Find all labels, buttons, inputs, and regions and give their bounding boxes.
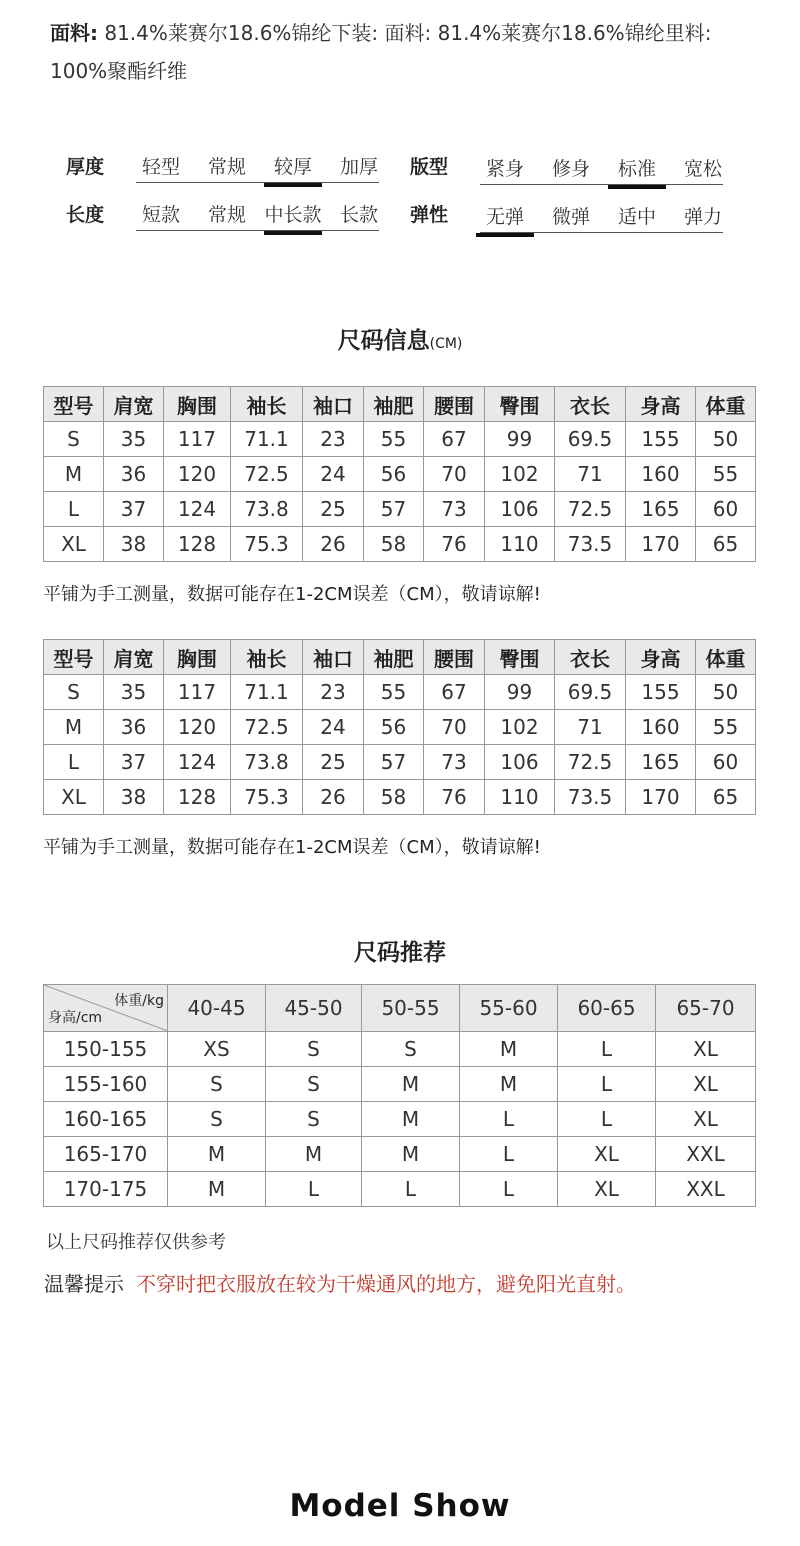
table-cell: 50 (696, 422, 756, 457)
size-cell: M (362, 1067, 460, 1102)
table-cell: 106 (485, 745, 555, 780)
table-cell: 99 (485, 422, 555, 457)
table-header-row (44, 640, 756, 675)
table-row (44, 710, 756, 745)
table-cell: 50 (696, 675, 756, 710)
fabric-text: 81.4%莱赛尔18.6%锦纶下装: 面料: 81.4%莱赛尔18.6%锦纶里料: 100%聚酯纤维 (50, 21, 712, 83)
table-cell: 36 (104, 457, 164, 492)
column-header: 体重 (696, 640, 756, 675)
corner-weight-label: 体重/kg (114, 993, 164, 1009)
table-cell: 73 (424, 745, 485, 780)
size-cell: M (168, 1137, 266, 1172)
table-row (44, 1102, 756, 1137)
size-info-title-text: 尺码信息 (337, 328, 430, 354)
size-cell: S (266, 1067, 362, 1102)
size-cell: L (558, 1067, 656, 1102)
table-row (44, 1032, 756, 1067)
table-cell: 23 (303, 675, 364, 710)
attribute-option: 加厚 (339, 156, 378, 178)
attribute-options (480, 202, 723, 233)
table-cell: 37 (104, 492, 164, 527)
table-cell: 72.5 (555, 492, 626, 527)
table-cell: L (44, 492, 104, 527)
corner-height-label: 身高/cm (48, 1010, 103, 1026)
attribute-option: 短款 (141, 204, 180, 226)
reference-note: 以上尺码推荐仅供参考 (46, 1232, 226, 1253)
column-header: 臀围 (485, 640, 555, 675)
table-cell: 99 (485, 675, 555, 710)
attribute-label: 厚度 (66, 156, 105, 178)
table-cell: 73.8 (231, 745, 303, 780)
table-cell: XL (44, 527, 104, 562)
attribute-options (136, 200, 379, 231)
attribute-option: 宽松 (683, 158, 722, 180)
table-cell: 26 (303, 780, 364, 815)
table-cell: 72.5 (231, 457, 303, 492)
size-cell: XL (558, 1137, 656, 1172)
column-header: 袖肥 (364, 387, 424, 422)
column-header: 衣长 (555, 387, 626, 422)
table-cell: 24 (303, 710, 364, 745)
table-cell: 56 (364, 710, 424, 745)
size-cell: L (362, 1172, 460, 1207)
size-cell: XXL (656, 1172, 756, 1207)
height-cell: 170-175 (44, 1172, 168, 1207)
attribute-option: 轻型 (141, 156, 180, 178)
size-cell: L (266, 1172, 362, 1207)
size-cell: L (460, 1172, 558, 1207)
size-cell: L (460, 1102, 558, 1137)
table-cell: 160 (626, 710, 696, 745)
column-header: 袖口 (303, 640, 364, 675)
table-cell: 24 (303, 457, 364, 492)
table-cell: 128 (164, 527, 231, 562)
table-cell: 73 (424, 492, 485, 527)
recommend-title: 尺码推荐 (354, 940, 446, 966)
column-header: 袖肥 (364, 640, 424, 675)
weight-header: 55-60 (460, 985, 558, 1032)
table-cell: M (44, 457, 104, 492)
table-header-row (44, 985, 756, 1032)
size-cell: XL (656, 1067, 756, 1102)
size-cell: S (362, 1032, 460, 1067)
measurement-note-2: 平铺为手工测量，数据可能存在1-2CM误差（CM），敬请谅解! (43, 837, 541, 858)
table-row (44, 1067, 756, 1102)
column-header: 体重 (696, 387, 756, 422)
column-header: 袖口 (303, 387, 364, 422)
height-cell: 150-155 (44, 1032, 168, 1067)
column-header: 型号 (44, 640, 104, 675)
table-cell: 117 (164, 675, 231, 710)
attribute-options (480, 154, 723, 185)
care-tip (44, 1268, 636, 1297)
column-header: 腰围 (424, 387, 485, 422)
table-cell: 120 (164, 710, 231, 745)
table-cell: 55 (364, 422, 424, 457)
size-cell: XXL (656, 1137, 756, 1172)
table-cell: 60 (696, 492, 756, 527)
size-cell: XL (558, 1172, 656, 1207)
size-cell: M (362, 1137, 460, 1172)
table-row (44, 1172, 756, 1207)
table-cell: 117 (164, 422, 231, 457)
table-cell: XL (44, 780, 104, 815)
column-header: 型号 (44, 387, 104, 422)
attribute-option: 修身 (551, 158, 590, 180)
table-cell: 128 (164, 780, 231, 815)
height-cell: 165-170 (44, 1137, 168, 1172)
attribute-option: 常规 (207, 156, 246, 178)
table-cell: 71 (555, 457, 626, 492)
height-cell: 160-165 (44, 1102, 168, 1137)
table-cell: 56 (364, 457, 424, 492)
table-cell: 36 (104, 710, 164, 745)
table-cell: 73.5 (555, 780, 626, 815)
corner-header (44, 985, 168, 1032)
table-cell: 26 (303, 527, 364, 562)
table-cell: 72.5 (555, 745, 626, 780)
column-header: 腰围 (424, 640, 485, 675)
table-header-row (44, 387, 756, 422)
weight-header: 50-55 (362, 985, 460, 1032)
table-cell: 124 (164, 492, 231, 527)
attribute-option: 紧身 (485, 158, 524, 180)
table-cell: 75.3 (231, 527, 303, 562)
size-table (43, 386, 756, 562)
fabric-label: 面料: (50, 21, 98, 45)
table-cell: 160 (626, 457, 696, 492)
column-header: 身高 (626, 640, 696, 675)
attribute-options (136, 152, 379, 183)
table-cell: S (44, 422, 104, 457)
table-cell: 38 (104, 780, 164, 815)
table-cell: 67 (424, 675, 485, 710)
table-cell: 58 (364, 527, 424, 562)
table-cell: 110 (485, 527, 555, 562)
attribute-label: 弹性 (410, 204, 449, 226)
height-cell: 155-160 (44, 1067, 168, 1102)
size-cell: S (266, 1032, 362, 1067)
size-cell: S (168, 1067, 266, 1102)
attribute-option: 弹力 (683, 206, 722, 228)
table-cell: 23 (303, 422, 364, 457)
table-cell: M (44, 710, 104, 745)
fabric-description (50, 14, 760, 90)
table-row (44, 422, 756, 457)
size-cell: M (266, 1137, 362, 1172)
table-cell: 65 (696, 780, 756, 815)
table-row (44, 780, 756, 815)
table-cell: 57 (364, 492, 424, 527)
table-row (44, 675, 756, 710)
size-cell: S (266, 1102, 362, 1137)
attribute-option: 适中 (617, 206, 656, 228)
column-header: 袖长 (231, 640, 303, 675)
model-show-heading: Model Show (289, 1488, 511, 1524)
table-cell: 124 (164, 745, 231, 780)
size-cell: M (168, 1172, 266, 1207)
column-header: 胸围 (164, 387, 231, 422)
table-row (44, 457, 756, 492)
attribute-label: 版型 (410, 156, 449, 178)
table-cell: 71 (555, 710, 626, 745)
table-cell: 120 (164, 457, 231, 492)
table-cell: 73.5 (555, 527, 626, 562)
size-cell: L (460, 1137, 558, 1172)
table-row (44, 745, 756, 780)
size-cell: L (558, 1102, 656, 1137)
table-cell: 155 (626, 422, 696, 457)
table-cell: 155 (626, 675, 696, 710)
column-header: 身高 (626, 387, 696, 422)
table-cell: 70 (424, 457, 485, 492)
table-cell: 57 (364, 745, 424, 780)
table-cell: 25 (303, 492, 364, 527)
attribute-option: 中长款 (260, 200, 326, 227)
column-header: 胸围 (164, 640, 231, 675)
size-cell: S (168, 1102, 266, 1137)
table-cell: 106 (485, 492, 555, 527)
attribute-label: 长度 (66, 204, 105, 226)
table-cell: 55 (696, 457, 756, 492)
table-cell: 65 (696, 527, 756, 562)
weight-header: 60-65 (558, 985, 656, 1032)
table-cell: 55 (696, 710, 756, 745)
table-cell: 102 (485, 710, 555, 745)
table-cell: 25 (303, 745, 364, 780)
weight-header: 45-50 (266, 985, 362, 1032)
table-cell: 38 (104, 527, 164, 562)
recommend-table (43, 984, 756, 1207)
column-header: 肩宽 (104, 640, 164, 675)
table-cell: 76 (424, 527, 485, 562)
table-cell: 72.5 (231, 710, 303, 745)
column-header: 肩宽 (104, 387, 164, 422)
size-info-unit: (CM) (429, 336, 463, 352)
size-cell: XS (168, 1032, 266, 1067)
table-cell: 69.5 (555, 422, 626, 457)
attribute-option: 无弹 (472, 202, 538, 229)
table-cell: 73.8 (231, 492, 303, 527)
table-cell: 58 (364, 780, 424, 815)
attribute-option: 微弹 (551, 206, 590, 228)
table-cell: 165 (626, 492, 696, 527)
table-row (44, 527, 756, 562)
table-cell: 69.5 (555, 675, 626, 710)
table-cell: 70 (424, 710, 485, 745)
size-table-2 (43, 639, 756, 815)
column-header: 臀围 (485, 387, 555, 422)
size-info-title (0, 322, 800, 355)
column-header: 衣长 (555, 640, 626, 675)
table-cell: 110 (485, 780, 555, 815)
care-tip-label: 温馨提示 (44, 1272, 124, 1296)
table-cell: 76 (424, 780, 485, 815)
size-cell: M (460, 1032, 558, 1067)
table-cell: 71.1 (231, 422, 303, 457)
attribute-option: 常规 (207, 204, 246, 226)
table-cell: 35 (104, 675, 164, 710)
table-cell: 55 (364, 675, 424, 710)
attribute-option: 长款 (339, 204, 378, 226)
measurement-note: 平铺为手工测量，数据可能存在1-2CM误差（CM），敬请谅解! (43, 584, 541, 605)
table-cell: 60 (696, 745, 756, 780)
weight-header: 65-70 (656, 985, 756, 1032)
attribute-option: 标准 (604, 154, 670, 181)
size-cell: L (558, 1032, 656, 1067)
table-cell: 71.1 (231, 675, 303, 710)
size-cell: XL (656, 1032, 756, 1067)
table-row (44, 492, 756, 527)
table-cell: 102 (485, 457, 555, 492)
table-cell: S (44, 675, 104, 710)
table-cell: L (44, 745, 104, 780)
table-cell: 67 (424, 422, 485, 457)
care-tip-text: 不穿时把衣服放在较为干燥通风的地方，避免阳光直射。 (136, 1272, 636, 1296)
attribute-option: 较厚 (260, 152, 326, 179)
table-row (44, 1137, 756, 1172)
table-cell: 35 (104, 422, 164, 457)
size-cell: XL (656, 1102, 756, 1137)
table-cell: 75.3 (231, 780, 303, 815)
table-cell: 170 (626, 527, 696, 562)
size-cell: M (362, 1102, 460, 1137)
size-cell: M (460, 1067, 558, 1102)
weight-header: 40-45 (168, 985, 266, 1032)
table-cell: 165 (626, 745, 696, 780)
column-header: 袖长 (231, 387, 303, 422)
table-cell: 37 (104, 745, 164, 780)
table-cell: 170 (626, 780, 696, 815)
